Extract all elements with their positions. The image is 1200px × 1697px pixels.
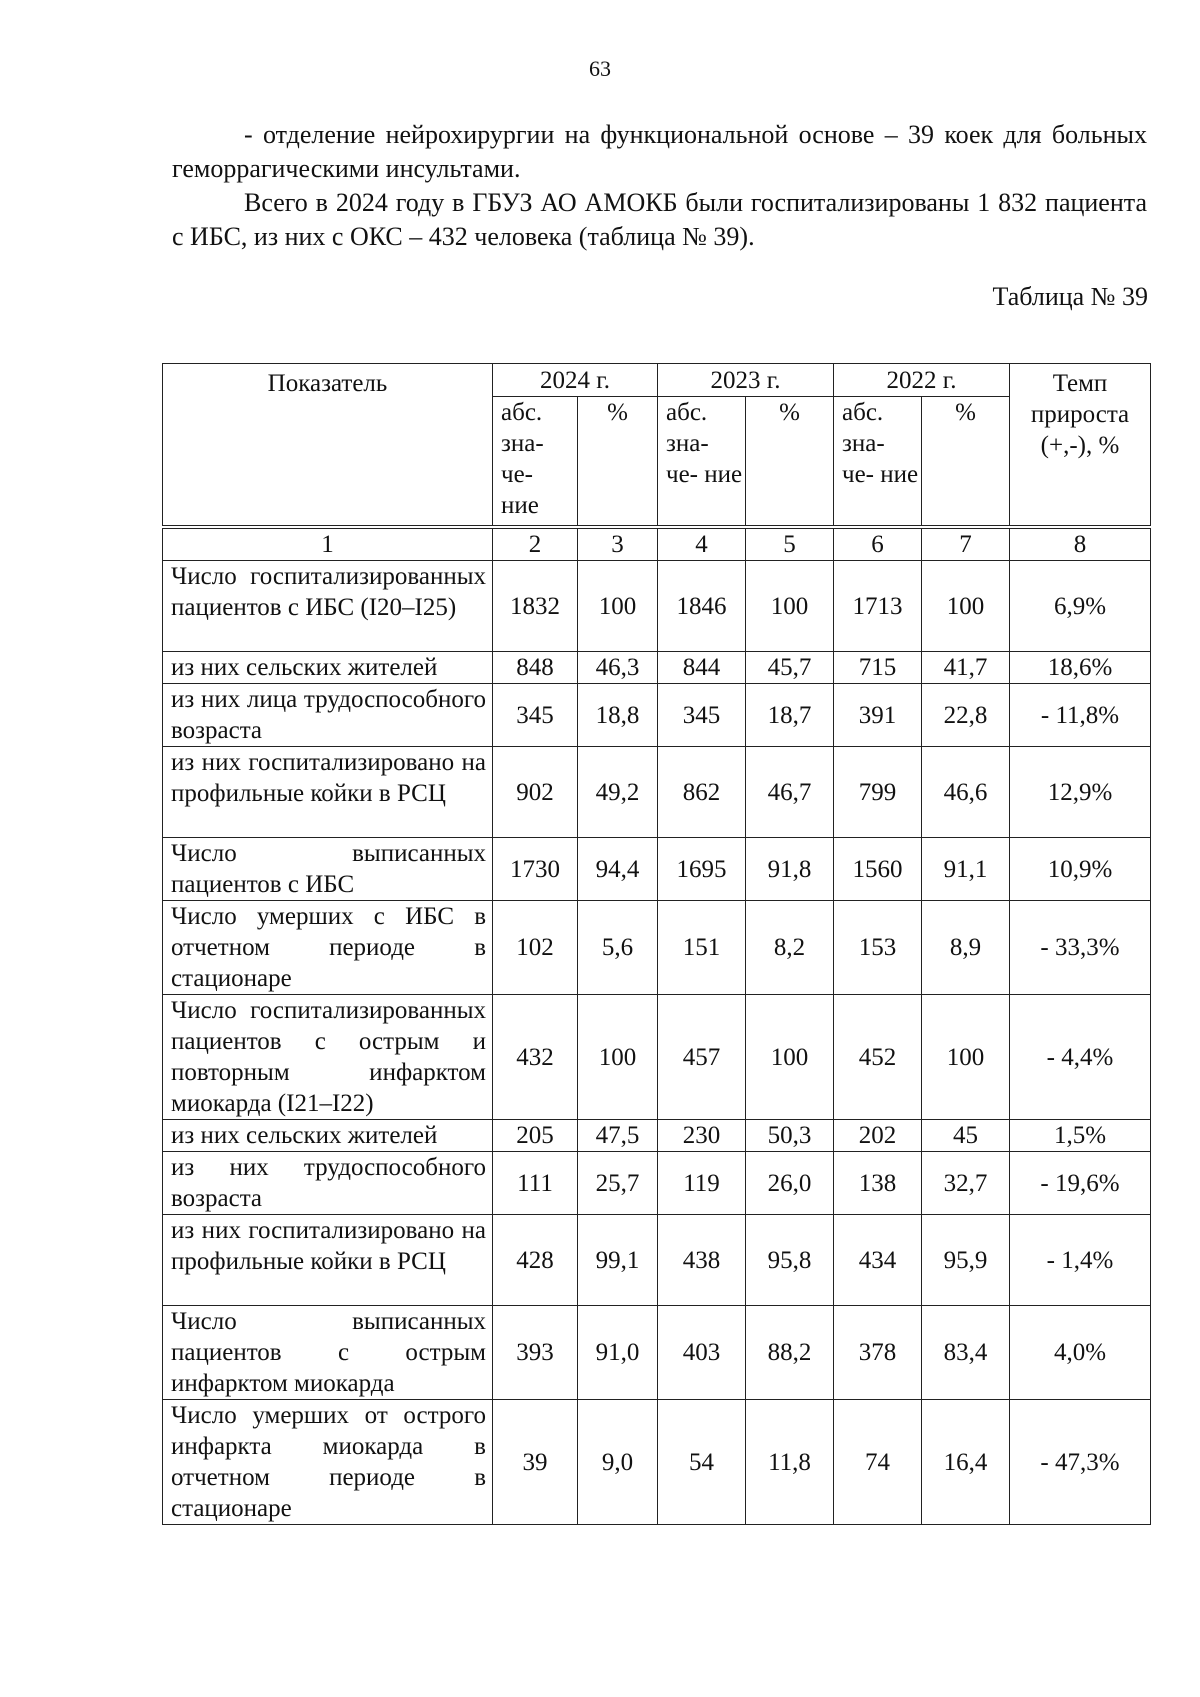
table-row xyxy=(163,838,1151,901)
column-number: 3 xyxy=(578,527,658,561)
paragraph-hospitalized-summary: Всего в 2024 году в ГБУЗ АО АМОКБ были госпитализированы 1 832 пациента с ИБС, из них с ОКС – 432 человека (таблица № 39). xyxy=(172,188,1147,251)
row-label: Число госпитализированных пациентов с острым и повторным инфарктом миокарда (I21–I22) xyxy=(163,995,493,1120)
header-pct-2024: % xyxy=(578,397,658,528)
cell-value: 94,4 xyxy=(578,838,658,901)
table-row xyxy=(163,1215,1151,1306)
cell-value: 8,2 xyxy=(746,901,834,995)
table-row xyxy=(163,1306,1151,1400)
cell-value: 100 xyxy=(922,561,1010,652)
cell-value: 100 xyxy=(578,995,658,1120)
cell-value: - 11,8% xyxy=(1010,684,1151,747)
cell-value: 45,7 xyxy=(746,652,834,684)
table-body xyxy=(163,527,1151,1525)
cell-value: 99,1 xyxy=(578,1215,658,1306)
table-row xyxy=(163,995,1151,1120)
row-label: из них сельских жителей xyxy=(163,1120,493,1152)
cell-value: 95,8 xyxy=(746,1215,834,1306)
cell-value: 6,9% xyxy=(1010,561,1151,652)
cell-value: 111 xyxy=(493,1152,578,1215)
table-row xyxy=(163,684,1151,747)
cell-value: 119 xyxy=(658,1152,746,1215)
cell-value: - 4,4% xyxy=(1010,995,1151,1120)
cell-value: 22,8 xyxy=(922,684,1010,747)
cell-value: 18,7 xyxy=(746,684,834,747)
cell-value: 39 xyxy=(493,1400,578,1525)
column-number: 8 xyxy=(1010,527,1151,561)
cell-value: 45 xyxy=(922,1120,1010,1152)
cell-value: 1695 xyxy=(658,838,746,901)
header-abs-2024: абс. зна- че- ние xyxy=(493,397,578,528)
cell-value: - 19,6% xyxy=(1010,1152,1151,1215)
cell-value: 100 xyxy=(578,561,658,652)
cell-value: 202 xyxy=(834,1120,922,1152)
header-abs-2022: абс. зна- че- ние xyxy=(834,397,922,528)
cell-value: 862 xyxy=(658,747,746,838)
cell-value: 1846 xyxy=(658,561,746,652)
header-year-2024: 2024 г. xyxy=(493,364,658,397)
cell-value: 428 xyxy=(493,1215,578,1306)
table-row xyxy=(163,747,1151,838)
cell-value: 18,6% xyxy=(1010,652,1151,684)
paragraph-neurosurgery: - отделение нейрохирургии на функциональной основе – 39 коек для больных геморрагическими инсультами. xyxy=(172,120,1147,183)
cell-value: 91,1 xyxy=(922,838,1010,901)
cell-value: - 47,3% xyxy=(1010,1400,1151,1525)
cell-value: 50,3 xyxy=(746,1120,834,1152)
column-number: 2 xyxy=(493,527,578,561)
cell-value: 91,0 xyxy=(578,1306,658,1400)
header-year-2023: 2023 г. xyxy=(658,364,834,397)
table-row xyxy=(163,1120,1151,1152)
cell-value: 74 xyxy=(834,1400,922,1525)
table-row xyxy=(163,1400,1151,1525)
cell-value: 844 xyxy=(658,652,746,684)
cell-value: 205 xyxy=(493,1120,578,1152)
cell-value: 799 xyxy=(834,747,922,838)
header-indicator: Показатель xyxy=(163,364,493,528)
cell-value: 230 xyxy=(658,1120,746,1152)
cell-value: 16,4 xyxy=(922,1400,1010,1525)
cell-value: 18,8 xyxy=(578,684,658,747)
header-row-years xyxy=(163,364,1151,397)
cell-value: 434 xyxy=(834,1215,922,1306)
row-label: из них сельских жителей xyxy=(163,652,493,684)
cell-value: 10,9% xyxy=(1010,838,1151,901)
cell-value: 8,9 xyxy=(922,901,1010,995)
cell-value: 41,7 xyxy=(922,652,1010,684)
cell-value: 345 xyxy=(658,684,746,747)
header-abs-2023: абс. зна- че- ние xyxy=(658,397,746,528)
column-number: 7 xyxy=(922,527,1010,561)
cell-value: 4,0% xyxy=(1010,1306,1151,1400)
cell-value: 47,5 xyxy=(578,1120,658,1152)
cell-value: 83,4 xyxy=(922,1306,1010,1400)
row-label: Число умерших с ИБС в отчетном периоде в стационаре xyxy=(163,901,493,995)
cell-value: 1832 xyxy=(493,561,578,652)
column-number: 6 xyxy=(834,527,922,561)
cell-value: 902 xyxy=(493,747,578,838)
column-number-row xyxy=(163,527,1151,561)
cell-value: 138 xyxy=(834,1152,922,1215)
table-row xyxy=(163,901,1151,995)
cell-value: 46,6 xyxy=(922,747,1010,838)
header-growth-rate: Темп прироста (+,-), % xyxy=(1010,364,1151,528)
ibs-statistics-table-container xyxy=(162,363,1150,1525)
cell-value: 438 xyxy=(658,1215,746,1306)
cell-value: 151 xyxy=(658,901,746,995)
cell-value: 32,7 xyxy=(922,1152,1010,1215)
cell-value: 26,0 xyxy=(746,1152,834,1215)
cell-value: 9,0 xyxy=(578,1400,658,1525)
row-label: Число умерших от острого инфаркта миокарда в отчетном периоде в стационаре xyxy=(163,1400,493,1525)
cell-value: 95,9 xyxy=(922,1215,1010,1306)
cell-value: 100 xyxy=(922,995,1010,1120)
row-label: из них госпитализировано на профильные койки в РСЦ xyxy=(163,747,493,838)
cell-value: 1560 xyxy=(834,838,922,901)
cell-value: 102 xyxy=(493,901,578,995)
cell-value: 457 xyxy=(658,995,746,1120)
cell-value: 54 xyxy=(658,1400,746,1525)
table-caption: Таблица № 39 xyxy=(992,282,1148,311)
header-year-2022: 2022 г. xyxy=(834,364,1010,397)
header-pct-2023: % xyxy=(746,397,834,528)
cell-value: 403 xyxy=(658,1306,746,1400)
cell-value: - 33,3% xyxy=(1010,901,1151,995)
cell-value: 391 xyxy=(834,684,922,747)
cell-value: - 1,4% xyxy=(1010,1215,1151,1306)
row-label: из них трудоспособного возраста xyxy=(163,1152,493,1215)
cell-value: 848 xyxy=(493,652,578,684)
table-row xyxy=(163,561,1151,652)
column-number: 4 xyxy=(658,527,746,561)
cell-value: 153 xyxy=(834,901,922,995)
row-label: Число выписанных пациентов с острым инфарктом миокарда xyxy=(163,1306,493,1400)
cell-value: 393 xyxy=(493,1306,578,1400)
cell-value: 49,2 xyxy=(578,747,658,838)
cell-value: 715 xyxy=(834,652,922,684)
row-label: Число выписанных пациентов с ИБС xyxy=(163,838,493,901)
cell-value: 12,9% xyxy=(1010,747,1151,838)
column-number: 5 xyxy=(746,527,834,561)
cell-value: 11,8 xyxy=(746,1400,834,1525)
header-pct-2022: % xyxy=(922,397,1010,528)
cell-value: 25,7 xyxy=(578,1152,658,1215)
cell-value: 378 xyxy=(834,1306,922,1400)
row-label: Число госпитализированных пациентов с ИБС (I20–I25) xyxy=(163,561,493,652)
row-label: из них лица трудоспособного возраста xyxy=(163,684,493,747)
cell-value: 100 xyxy=(746,561,834,652)
cell-value: 1730 xyxy=(493,838,578,901)
cell-value: 46,7 xyxy=(746,747,834,838)
page-number: 63 xyxy=(589,56,611,81)
cell-value: 432 xyxy=(493,995,578,1120)
table-row xyxy=(163,652,1151,684)
cell-value: 100 xyxy=(746,995,834,1120)
table-row xyxy=(163,1152,1151,1215)
cell-value: 91,8 xyxy=(746,838,834,901)
cell-value: 345 xyxy=(493,684,578,747)
cell-value: 1713 xyxy=(834,561,922,652)
row-label: из них госпитализировано на профильные койки в РСЦ xyxy=(163,1215,493,1306)
column-number: 1 xyxy=(163,527,493,561)
cell-value: 5,6 xyxy=(578,901,658,995)
cell-value: 452 xyxy=(834,995,922,1120)
cell-value: 1,5% xyxy=(1010,1120,1151,1152)
cell-value: 46,3 xyxy=(578,652,658,684)
ibs-statistics-table xyxy=(162,363,1151,1525)
cell-value: 88,2 xyxy=(746,1306,834,1400)
